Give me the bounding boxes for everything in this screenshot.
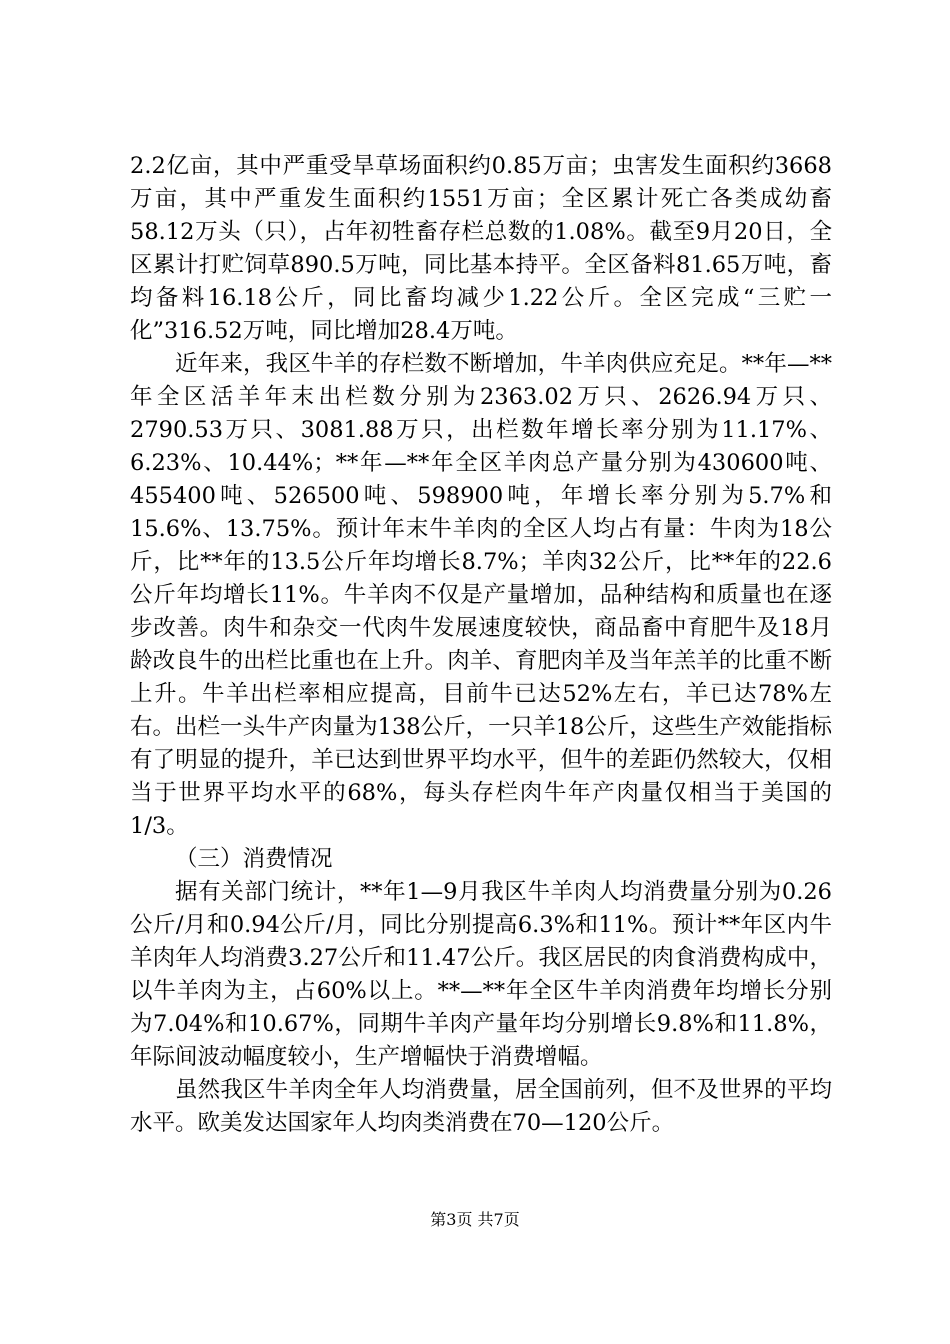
section-heading-consumption: （三）消费情况 bbox=[175, 846, 333, 872]
page-number-footer: 第3页 共7页 bbox=[430, 1210, 520, 1229]
paragraph-consumption-stats: 据有关部门统计，**年1—9月我区牛羊肉人均消费量分别为0.26公斤/月和0.94公斤/月，同比分别提高6.3%和11%。预计**年区内牛羊肉年人均消费3.27公斤和11.47公斤。我区居民的肉食消费构成中，以牛羊肉为主，占60%以上。**—**年全区牛羊肉消费年均增长分别为7.04%和10.67%，同期牛羊肉产量年均分别增长9.8%和11.8%，年际间波动幅度较小，生产增幅快于消费增幅。 bbox=[130, 879, 832, 1070]
paragraph-drought-and-fodder: 2.2亿亩，其中严重受旱草场面积约0.85万亩；虫害发生面积约3668万亩，其中严重发生面积约1551万亩；全区累计死亡各类成幼畜58.12万头（只），占年初牲畜存栏总数的1.08%。截至9月20日，全区累计打贮饲草890.5万吨，同比基本持平。全区备料81.65万吨，畜均备料16.18公斤，同比畜均减少1.22公斤。全区完成“三贮一化”316.52万吨，同比增加28.4万吨。 bbox=[130, 153, 832, 344]
document-body bbox=[130, 150, 832, 1140]
paragraph-livestock-production: 近年来，我区牛羊的存栏数不断增加，牛羊肉供应充足。**年—**年全区活羊年末出栏数分别为2363.02万只、2626.94万只、2790.53万只、3081.88万只，出栏数年增长率分别为11.17%、6.23%、10.44%；**年—**年全区羊肉总产量分别为430600吨、455400吨、526500吨、598900吨，年增长率分别为5.7%和15.6%、13.75%。预计年末牛羊肉的全区人均占有量：牛肉为18公斤，比**年的13.5公斤年均增长8.7%；羊肉32公斤，比**年的22.6公斤年均增长11%。牛羊肉不仅是产量增加，品种结构和质量也在逐步改善。肉牛和杂交一代肉牛发展速度较快，商品畜中育肥牛及18月龄改良牛的出栏比重也在上升。肉羊、育肥肉羊及当年羔羊的比重不断上升。牛羊出栏率相应提高，目前牛已达52%左右，羊已达78%左右。出栏一头牛产肉量为138公斤，一只羊18公斤，这些生产效能指标有了明显的提升，羊已达到世界平均水平，但牛的差距仍然较大，仅相当于世界平均水平的68%，每头存栏肉牛年产肉量仅相当于美国的1/3。 bbox=[130, 351, 832, 839]
paragraph-world-comparison: 虽然我区牛羊肉全年人均消费量，居全国前列，但不及世界的平均水平。欧美发达国家年人均肉类消费在70—120公斤。 bbox=[130, 1077, 832, 1136]
